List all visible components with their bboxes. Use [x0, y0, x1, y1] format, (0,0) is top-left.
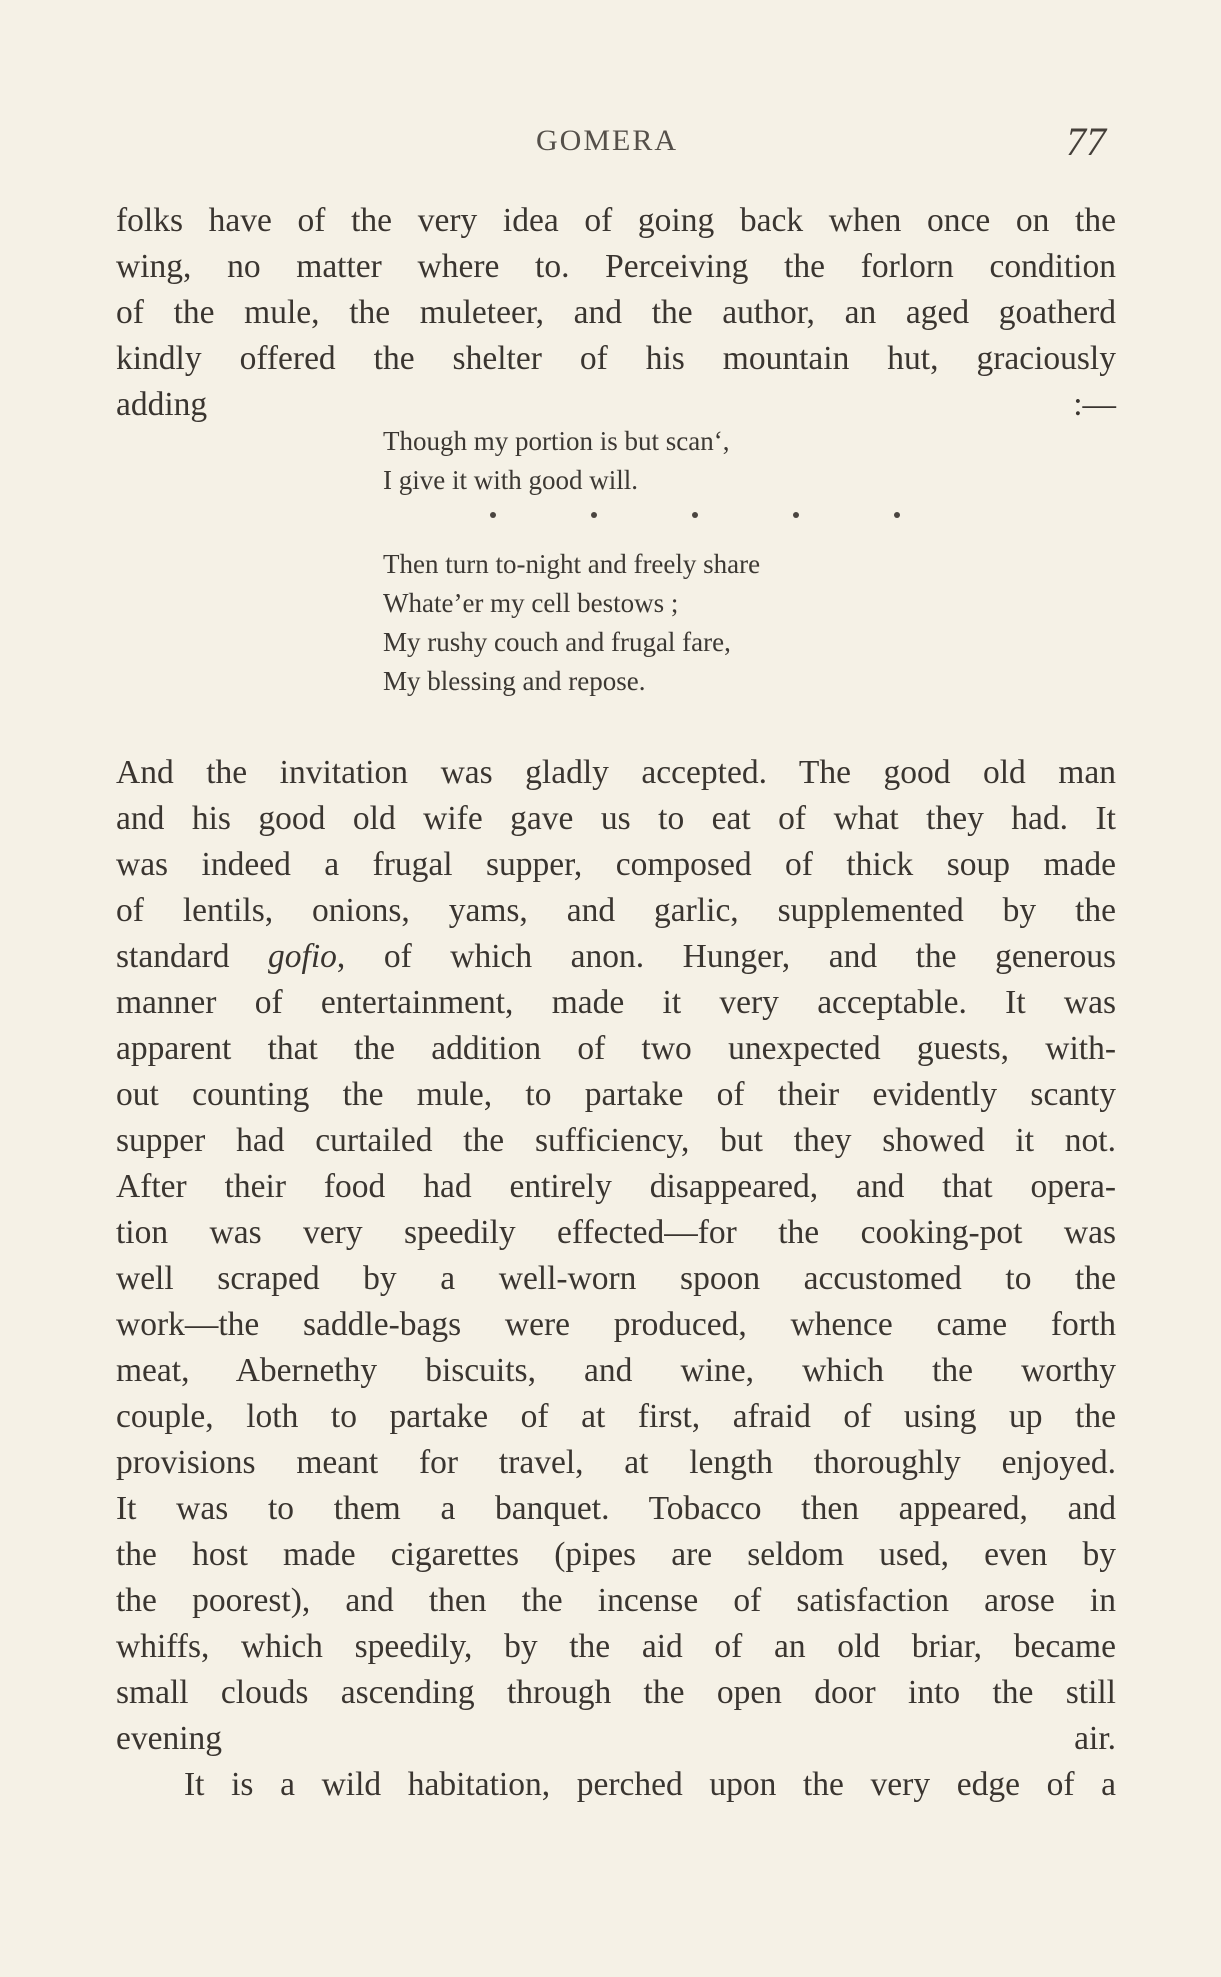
text-line: kindly offered the shelter of his mountain hut, graciously: [116, 340, 1116, 377]
text-line: provisions meant for travel, at length thoroughly enjoyed.: [116, 1444, 1116, 1481]
ellipsis-dot: [894, 512, 900, 518]
paragraph-1: [116, 198, 1116, 428]
text-line: the host made cigarettes (pipes are seldom used, even by: [116, 1536, 1116, 1573]
text-line: apparent that the addition of two unexpected guests, with-: [116, 1030, 1116, 1067]
text-line: After their food had entirely disappeared, and that opera-: [116, 1168, 1116, 1205]
verse-line: I give it with good will.: [383, 465, 638, 495]
text-line: the poorest), and then the incense of satisfaction arose in: [116, 1582, 1116, 1619]
text-line: tion was very speedily effected—for the cooking-pot was: [116, 1214, 1116, 1251]
page-number: 77: [1066, 119, 1106, 164]
verse-line: Whate’er my cell bestows ;: [383, 588, 679, 618]
text-fragment: , of which anon. Hunger, and the generous: [336, 938, 1116, 975]
text-line: whiffs, which speedily, by the aid of an old briar, became: [116, 1628, 1116, 1665]
text-line: of lentils, onions, yams, and garlic, supplemented by the: [116, 892, 1116, 929]
ellipsis-dot: [793, 512, 799, 518]
paragraph-3-first-line: It is a wild habitation, perched upon the very edge of a: [184, 1766, 1116, 1803]
text-line: wing, no matter where to. Perceiving the forlorn condition: [116, 248, 1116, 285]
text-line: supper had curtailed the sufficiency, but they showed it not.: [116, 1122, 1116, 1159]
text-line-gofio: [116, 934, 1116, 980]
text-line: And the invitation was gladly accepted. The good old man: [116, 754, 1116, 791]
text-line: well scraped by a well-worn spoon accustomed to the: [116, 1260, 1116, 1297]
running-head: [0, 118, 1221, 166]
verse-line: Though my portion is but scanʻ,: [383, 426, 730, 456]
ellipsis-row: [383, 500, 943, 545]
text-line: adding :—: [116, 386, 1116, 423]
text-line: It was to them a banquet. Tobacco then appeared, and: [116, 1490, 1116, 1527]
text-line: folks have of the very idea of going back when once on the: [116, 202, 1116, 239]
text-line: was indeed a frugal supper, composed of thick soup made: [116, 846, 1116, 883]
verse-line: My rushy couch and frugal fare,: [383, 627, 731, 657]
text-line: evening air.: [116, 1720, 1116, 1757]
verse-line: My blessing and repose.: [383, 666, 646, 696]
verse-quotation: [383, 422, 943, 701]
paragraph-2: [116, 750, 1116, 1808]
running-head-title: GOMERA: [536, 124, 679, 157]
italic-term: gofio: [268, 938, 337, 975]
text-line: manner of entertainment, made it very acceptable. It was: [116, 984, 1116, 1021]
text-line: out counting the mule, to partake of their evidently scanty: [116, 1076, 1116, 1113]
verse-line: Then turn to-night and freely share: [383, 549, 761, 579]
text-line: work—the saddle-bags were produced, whence came forth: [116, 1306, 1116, 1343]
text-line: couple, loth to partake of at first, afraid of using up the: [116, 1398, 1116, 1435]
text-line: and his good old wife gave us to eat of what they had. It: [116, 800, 1116, 837]
ellipsis-dot: [591, 512, 597, 518]
text-line: small clouds ascending through the open door into the still: [116, 1674, 1116, 1711]
text-fragment: standard: [116, 938, 269, 975]
text-line: meat, Abernethy biscuits, and wine, which the worthy: [116, 1352, 1116, 1389]
text-line: of the mule, the muleteer, and the author, an aged goatherd: [116, 294, 1116, 331]
ellipsis-dot: [490, 512, 496, 518]
ellipsis-dot: [692, 512, 698, 518]
